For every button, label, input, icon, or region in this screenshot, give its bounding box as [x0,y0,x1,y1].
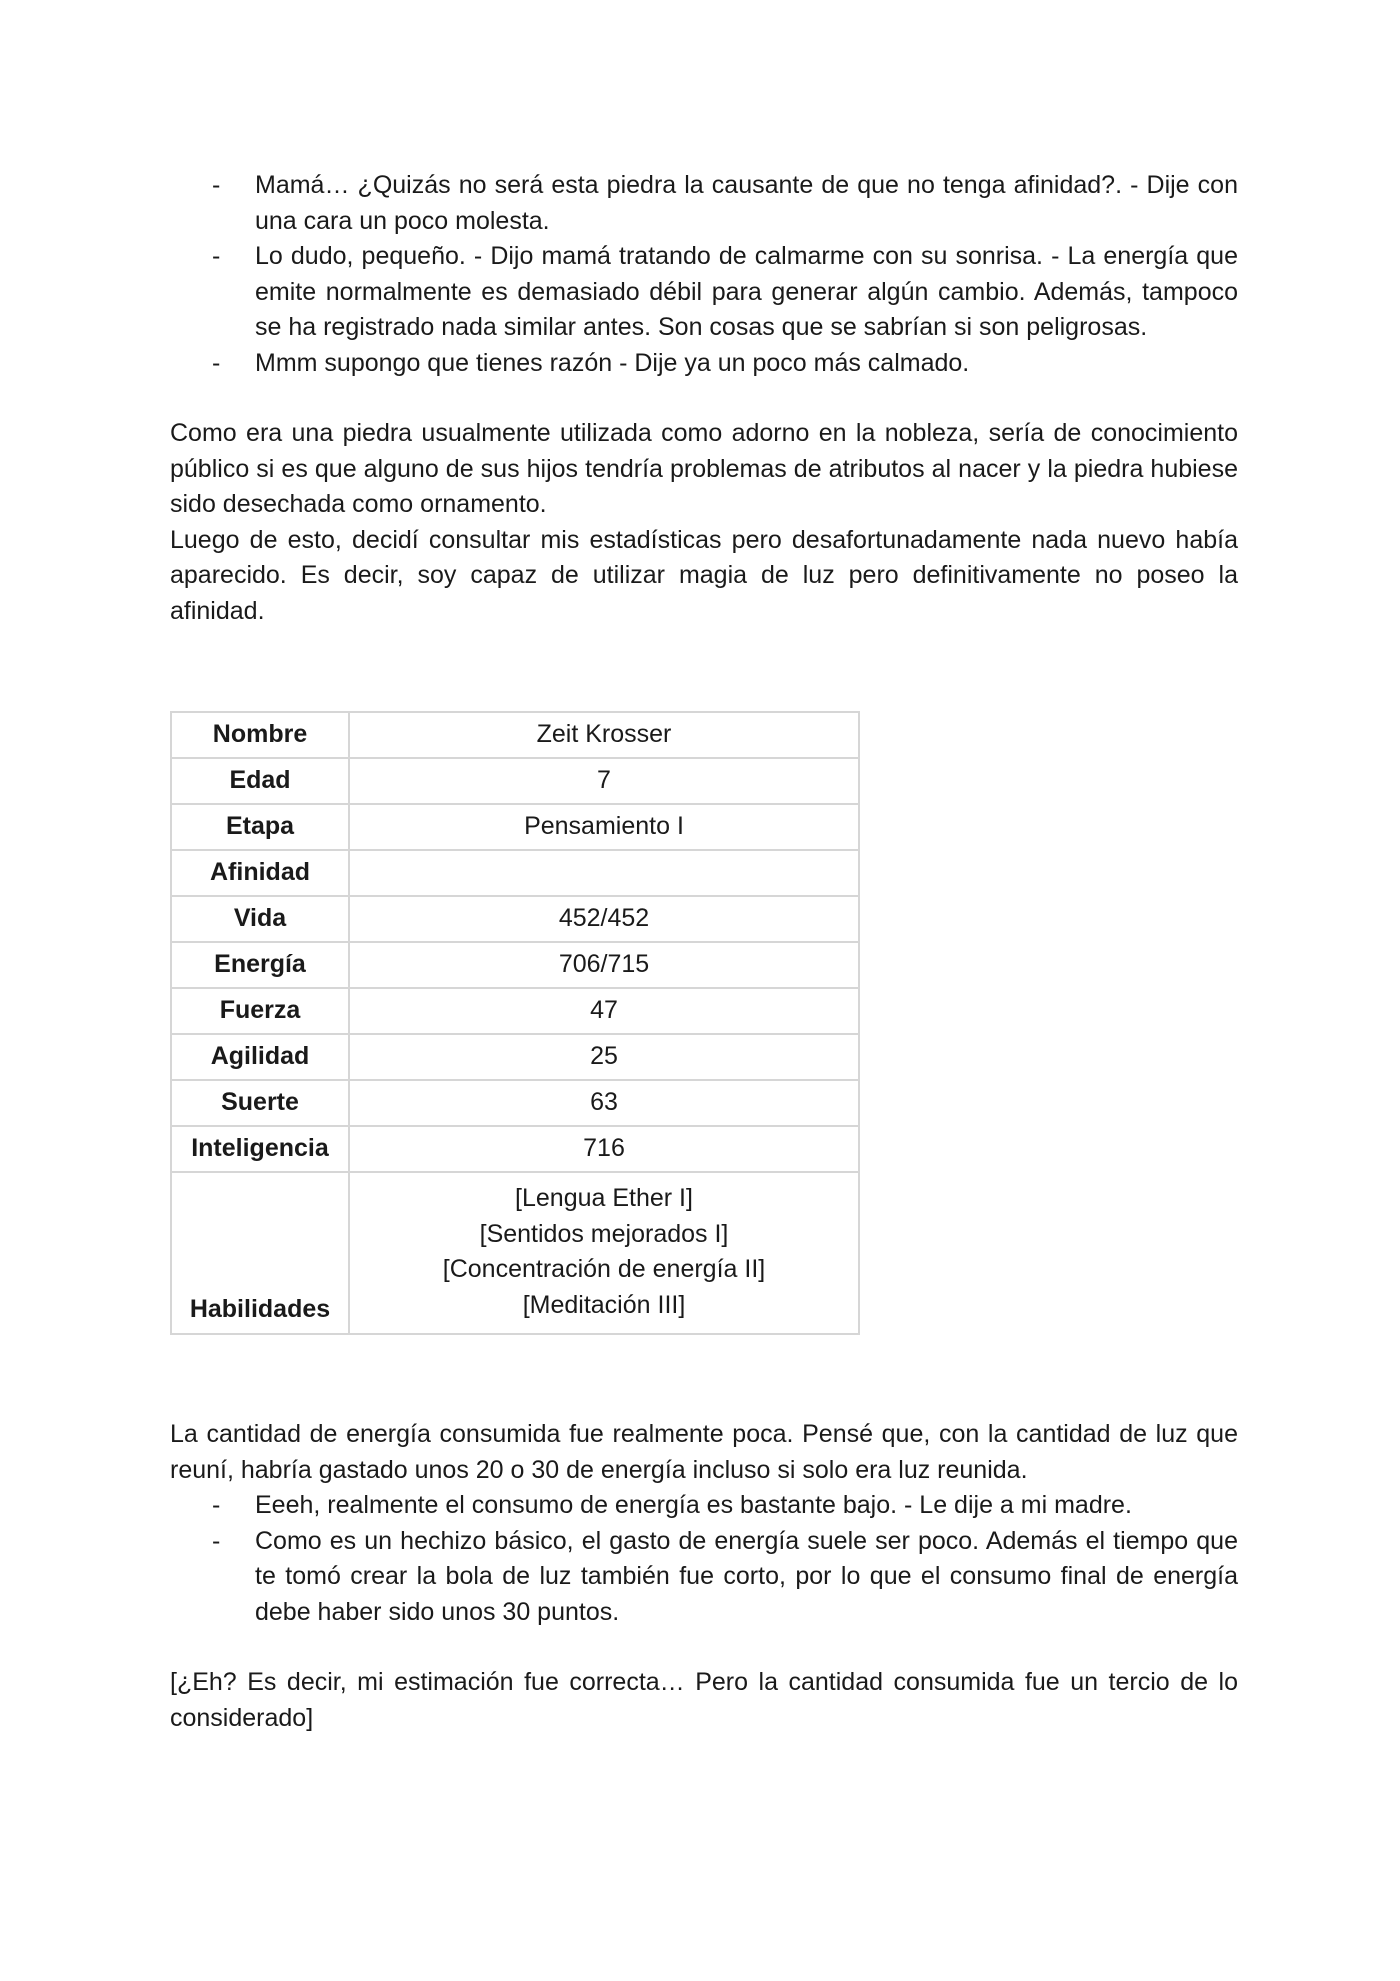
table-row [171,942,859,988]
dialogue-dash: - [212,1491,221,1519]
table-row [171,758,859,804]
stat-value: 7 [349,758,859,804]
dialogue-line [170,239,1238,346]
table-row [171,804,859,850]
dialogue-dash: - [212,242,221,270]
stat-label: Nombre [171,712,349,758]
dialogue-line [170,168,1238,239]
stat-label: Fuerza [171,988,349,1034]
document-page [170,168,1238,1736]
table-row-skills [171,1172,859,1334]
stat-value: 706/715 [349,942,859,988]
skill-item: [Lengua Ether I] [515,1184,693,1212]
dialogue-text: Mmm supongo que tienes razón - Dije ya un poco más calmado. [255,348,970,377]
table-row [171,1126,859,1172]
table-row [171,850,859,896]
narrative-paragraph: [¿Eh? Es decir, mi estimación fue correcta… Pero la cantidad consumida fue un tercio de lo considerado] [170,1668,1238,1732]
spacer [170,381,1238,416]
dialogue-text: Eeeh, realmente el consumo de energía es bastante bajo. - Le dije a mi madre. [255,1491,1132,1519]
stat-label: Afinidad [171,850,349,896]
stat-label: Agilidad [171,1034,349,1080]
dialogue-text: Lo dudo, pequeño. - Dijo mamá tratando de calmarme con su sonrisa. - La energía que emite normalmente es demasiado débil para generar algún cambio. Además, tampoco se ha registrado nada similar antes. Son cosas que se sabrían si son peligrosas. [255,242,1238,341]
table-row [171,712,859,758]
stat-value: Zeit Krosser [349,712,859,758]
dialogue-line [170,346,1238,382]
stat-label: Energía [171,942,349,988]
stat-value: 63 [349,1080,859,1126]
stat-label: Suerte [171,1080,349,1126]
skill-item: [Meditación III] [522,1290,686,1319]
stat-value: 47 [349,988,859,1034]
dialogue-text: Mamá… ¿Quizás no será esta piedra la causante de que no tenga afinidad?. - Dije con una cara un poco molesta. [255,171,1238,235]
dialogue-text: Como es un hechizo básico, el gasto de energía suele ser poco. Además el tiempo que te tomó crear la bola de luz también fue corto, por lo que el consumo final de energía debe haber sido unos 30 puntos. [255,1526,1238,1626]
dialogue-line [170,1524,1238,1631]
table-row [171,896,859,942]
spacer [170,629,1238,711]
skills-list [349,1172,859,1334]
stat-value: 452/452 [349,896,859,942]
narrative-paragraph: Luego de esto, decidí consultar mis estadísticas pero desafortunadamente nada nuevo había aparecido. Es decir, soy capaz de utilizar magia de luz pero definitivamente no poseo la afinidad. [170,525,1238,625]
dialogue-line [170,1488,1238,1524]
table-row [171,1034,859,1080]
table-row [171,988,859,1034]
dialogue-list-1 [170,168,1238,381]
dialogue-list-2 [170,1488,1238,1630]
stats-table [170,711,860,1335]
spacer [170,1335,1238,1417]
skill-item: [Sentidos mejorados I] [479,1219,729,1248]
stat-value: 25 [349,1034,859,1080]
stat-label: Edad [171,758,349,804]
stat-value: Pensamiento I [349,804,859,850]
stat-value [349,850,859,896]
stat-label: Vida [171,896,349,942]
narrative-paragraph: La cantidad de energía consumida fue realmente poca. Pensé que, con la cantidad de luz que reuní, habría gastado unos 20 o 30 de energía incluso si solo era luz reunida. [170,1420,1238,1484]
stat-label: Habilidades [171,1172,349,1334]
stat-value: 716 [349,1126,859,1172]
dialogue-dash: - [212,171,221,199]
dialogue-dash: - [212,1526,221,1555]
spacer [170,1630,1238,1665]
dialogue-dash: - [212,348,221,377]
skill-item: [Concentración de energía II] [442,1255,766,1283]
table-row [171,1080,859,1126]
narrative-paragraph: Como era una piedra usualmente utilizada como adorno en la nobleza, sería de conocimiento público si es que alguno de sus hijos tendría problemas de atributos al nacer y la piedra hubiese sido desechada como ornamento. [170,419,1238,518]
stat-label: Etapa [171,804,349,850]
stat-label: Inteligencia [171,1126,349,1172]
